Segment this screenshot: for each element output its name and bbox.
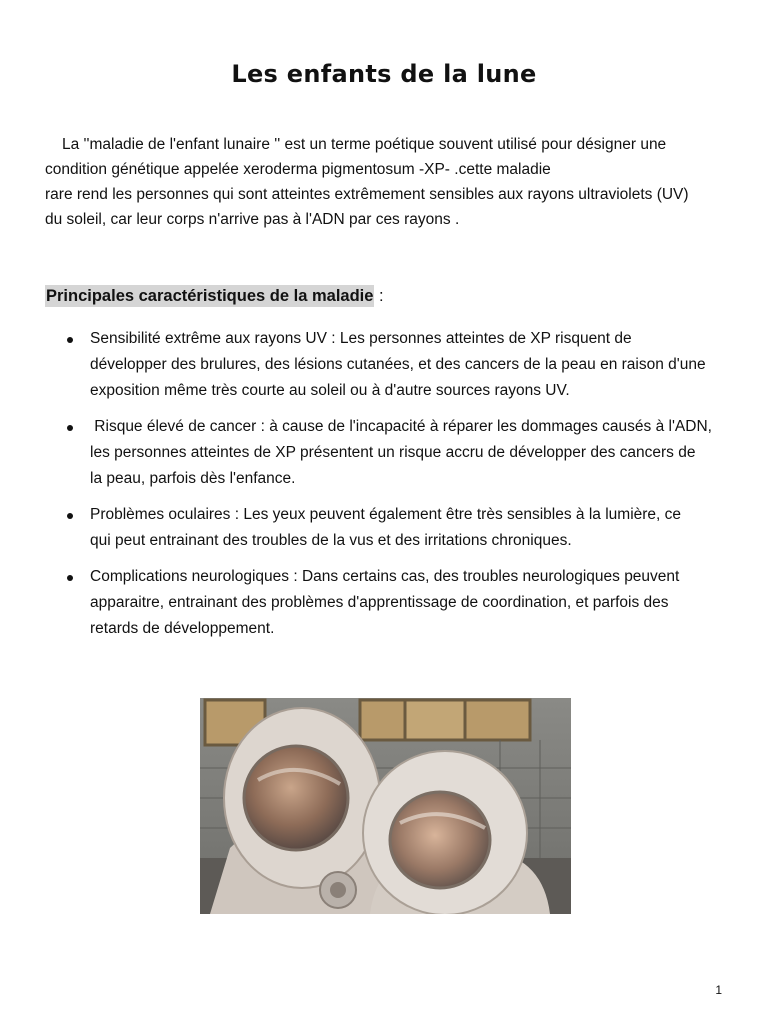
intro-line: du soleil, car leur corps n'arrive pas à l'ADN par ces rayons .: [45, 211, 460, 228]
list-item: [0, 326, 730, 404]
list-item-line: exposition même très courte au soleil ou à d'autre sources rayons UV.: [90, 382, 570, 399]
bullet-icon: [67, 425, 73, 431]
intro-paragraph: [45, 132, 735, 232]
list-item-line: retards de développement.: [90, 620, 275, 637]
page-number: 1: [715, 983, 722, 997]
list-item: [0, 564, 730, 642]
list-item-line: apparaitre, entrainant des problèmes d'apprentissage de coordination, et parfois des: [90, 594, 669, 611]
intro-line: La ''maladie de l'enfant lunaire '' est un terme poétique souvent utilisé pour désigner une: [62, 136, 667, 153]
page-title: Les enfants de la lune: [231, 60, 537, 88]
list-item: [0, 414, 730, 492]
list-item-line: Complications neurologiques : Dans certains cas, des troubles neurologiques peuvent: [90, 568, 680, 585]
bullet-icon: [67, 575, 73, 581]
list-item-line: qui peut entrainant des troubles de la vus et des irritations chroniques.: [90, 532, 572, 549]
bullet-icon: [67, 337, 73, 343]
children-in-protective-suits-photo: [200, 698, 571, 914]
list-item-line: la peau, parfois dès l'enfance.: [90, 470, 296, 487]
bullet-icon: [67, 513, 73, 519]
list-item-line: les personnes atteintes de XP présentent un risque accru de développer des cancers de: [90, 444, 696, 461]
characteristics-list: [0, 326, 768, 652]
list-item: [0, 502, 730, 554]
list-item-line: Sensibilité extrême aux rayons UV : Les personnes atteintes de XP risquent de: [90, 330, 632, 347]
list-item-line: Risque élevé de cancer : à cause de l'incapacité à réparer les dommages causés à l'ADN,: [90, 418, 712, 435]
section-heading-highlight: Principales caractéristiques de la maladie: [46, 287, 374, 305]
section-heading: [45, 287, 384, 306]
intro-line: condition génétique appelée xeroderma pigmentosum -XP- .cette maladie: [45, 161, 551, 178]
intro-line: rare rend les personnes qui sont atteintes extrêmement sensibles aux rayons ultraviolets (UV): [45, 186, 689, 203]
section-heading-suffix: :: [374, 287, 384, 305]
list-item-line: Problèmes oculaires : Les yeux peuvent également être très sensibles à la lumière, ce: [90, 506, 682, 523]
list-item-line: développer des brulures, des lésions cutanées, et des cancers de la peau en raison d'une: [90, 356, 706, 373]
